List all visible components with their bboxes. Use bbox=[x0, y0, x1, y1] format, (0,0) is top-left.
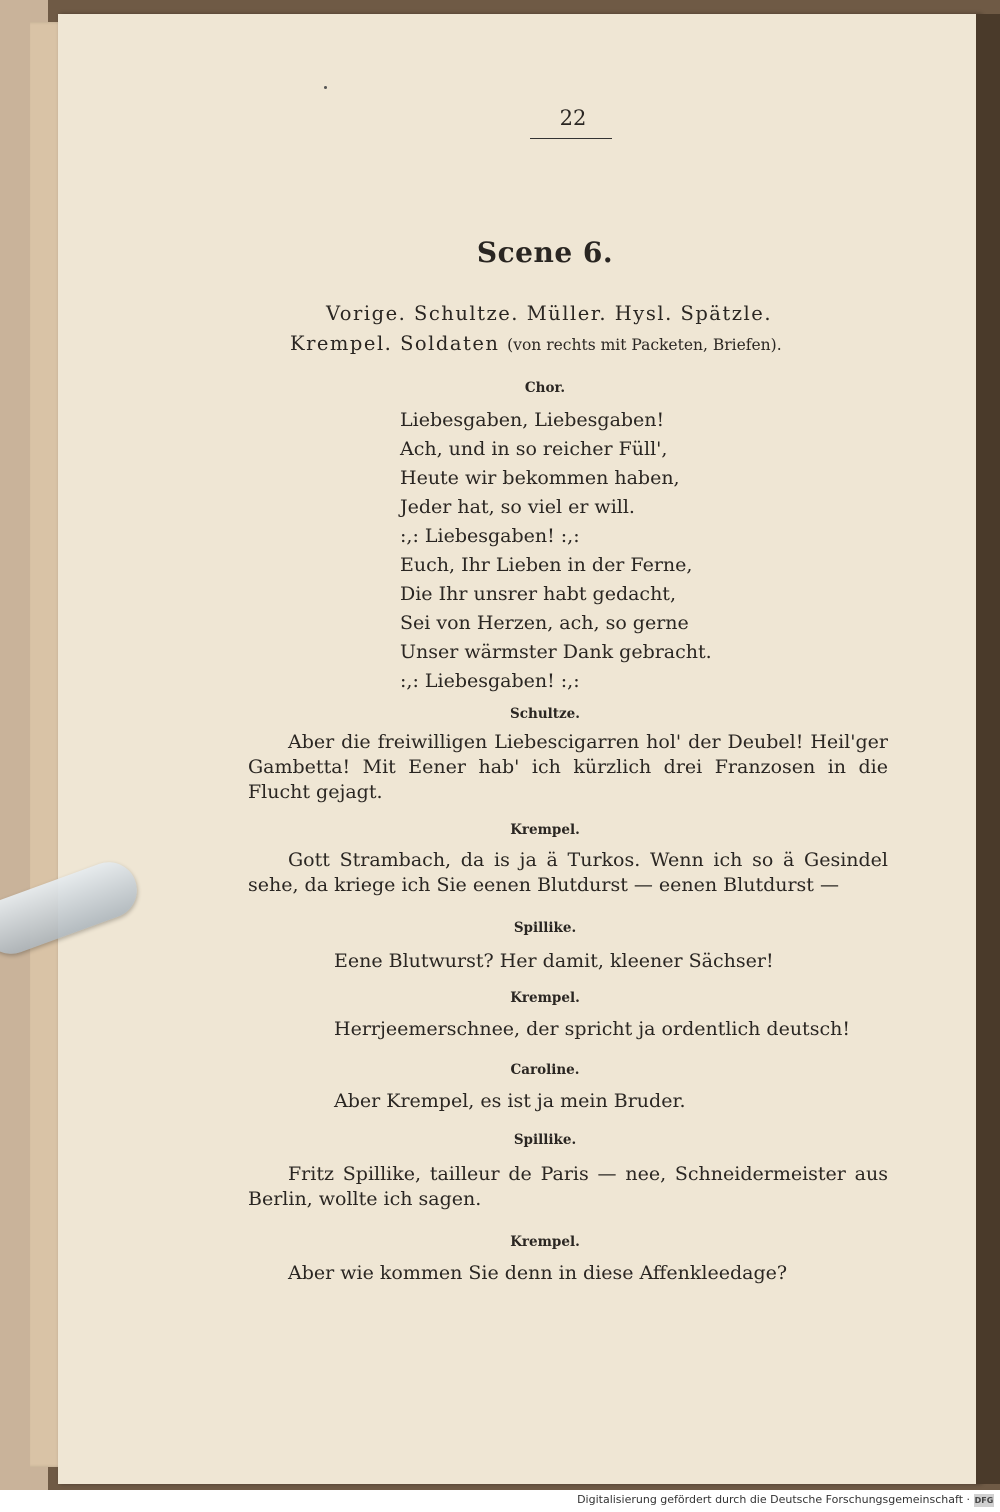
verse-line: :,: Liebesgaben! :,: bbox=[400, 525, 580, 547]
dfg-logo-icon: DFG bbox=[974, 1496, 994, 1505]
verse-line: Heute wir bekommen haben, bbox=[400, 467, 680, 489]
dialogue-caroline: Aber Krempel, es ist ja mein Bruder. bbox=[334, 1090, 686, 1112]
verse-line: Euch, Ihr Lieben in der Ferne, bbox=[400, 554, 693, 576]
speaker-spillike: Spillike. bbox=[513, 920, 577, 936]
speaker-krempel: Krempel. bbox=[510, 822, 580, 838]
cast-line-2 bbox=[290, 329, 850, 359]
page-number-rule bbox=[530, 138, 612, 139]
page-number: 22 bbox=[559, 106, 587, 130]
cast-list bbox=[290, 299, 850, 359]
verse-line: Jeder hat, so viel er will. bbox=[400, 496, 635, 518]
dialogue-krempel: Aber wie kommen Sie denn in diese Affenkleedage? bbox=[288, 1262, 788, 1284]
book-spine-edge bbox=[976, 14, 1000, 1484]
verse-line: Sei von Herzen, ach, so gerne bbox=[400, 612, 689, 634]
footer-credit: Digitalisierung gefördert durch die Deutsche Forschungsgemeinschaft · bbox=[577, 1493, 970, 1506]
dialogue-krempel: Herrjeemerschnee, der spricht ja ordentlich deutsch! bbox=[334, 1018, 850, 1040]
dialogue-text: Gott Strambach, da is ja ä Turkos. Wenn ich so ä Gesindel sehe, da kriege ich Sie eenen Blutdurst — eenen Blutdurst — bbox=[248, 849, 888, 896]
dialogue-krempel bbox=[248, 848, 888, 898]
verse-line: Unser wärmster Dank gebracht. bbox=[400, 641, 712, 663]
cast-names: Krempel. Soldaten bbox=[290, 332, 500, 355]
speaker-krempel: Krempel. bbox=[510, 1234, 580, 1250]
dialogue-text: Fritz Spillike, tailleur de Paris — nee, Schneidermeister aus Berlin, wollte ich sagen. bbox=[248, 1163, 888, 1210]
dialogue-spillike: Eene Blutwurst? Her damit, kleener Sächser! bbox=[334, 950, 774, 972]
cast-line-1: Vorige. Schultze. Müller. Hysl. Spätzle. bbox=[326, 302, 773, 325]
stage-direction: (von rechts mit Packeten, Briefen). bbox=[507, 336, 782, 354]
speaker-krempel: Krempel. bbox=[510, 990, 580, 1006]
scene-title: Scene 6. bbox=[476, 236, 614, 269]
speaker-spillike: Spillike. bbox=[513, 1132, 577, 1148]
speaker-schultze: Schultze. bbox=[510, 706, 580, 722]
verse-line: Ach, und in so reicher Füll', bbox=[400, 438, 668, 460]
speaker-caroline: Caroline. bbox=[510, 1062, 580, 1078]
ink-speck bbox=[324, 86, 327, 89]
dialogue-spillike bbox=[248, 1162, 888, 1212]
chor-verses bbox=[400, 406, 712, 696]
dialogue-text: Aber die freiwilligen Liebescigarren hol' der Deubel! Heil'ger Gambetta! Mit Eener hab' ich kürzlich drei Franzosen in die Flucht gejagt. bbox=[248, 731, 888, 803]
verse-line: Liebesgaben, Liebesgaben! bbox=[400, 409, 665, 431]
speaker-chor: Chor. bbox=[524, 380, 566, 396]
verse-line: Die Ihr unsrer habt gedacht, bbox=[400, 583, 676, 605]
page-content bbox=[58, 14, 980, 1484]
dialogue-schultze bbox=[248, 730, 888, 805]
footer bbox=[0, 1490, 1000, 1512]
book-page bbox=[58, 14, 980, 1484]
verse-line: :,: Liebesgaben! :,: bbox=[400, 670, 580, 692]
